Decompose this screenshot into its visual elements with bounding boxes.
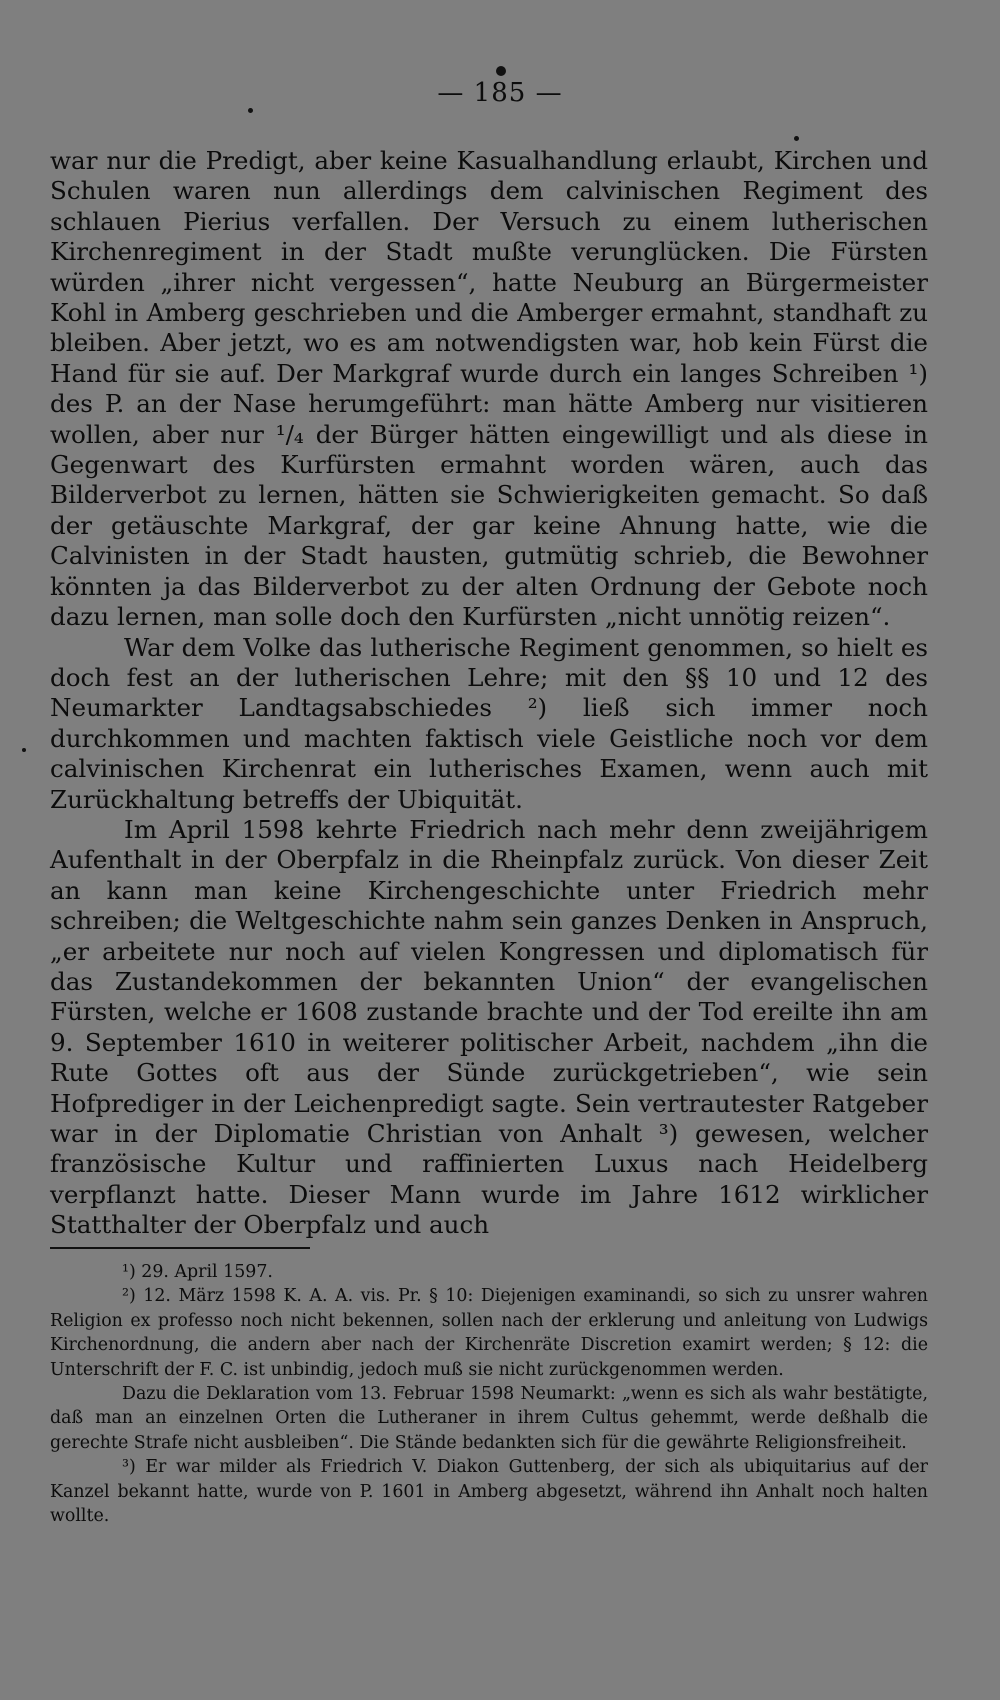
page-number: — 185 — — [437, 78, 563, 108]
footnote-continuation: Dazu die Deklaration vom 13. Februar 1598 Neumarkt: „wenn es sich als wahr bestätigte, daß man an einzelnen Orten die Lutheraner in ihrem Cultus gehemmt, werde deßhalb die gerechte Strafe nicht ausbleiben“. Die Stände bedankten sich für die gewährte Religionsfreiheit. — [50, 1384, 928, 1453]
ink-speck — [794, 136, 799, 141]
paragraph: Im April 1598 kehrte Friedrich nach mehr denn zweijährigem Aufenthalt in der Oberpfalz in die Rheinpfalz zurück. Von dieser Zeit an kann man keine Kirchengeschichte unter Friedrich mehr schreiben; die Weltgeschichte nahm sein ganzes Denken in Anspruch, „er arbeitete nur noch auf vielen Kongressen und diplomatisch für das Zustandekommen der bekannten Union“ der evangelischen Fürsten, welche er 1608 zustande brachte und der Tod ereilte ihn am 9. September 1610 in weiterer politischer Arbeit, nachdem „ihn die Rute Gottes oft aus der Sünde zurückgetrieben“, wie sein Hofprediger in der Leichenpredigt sagte. Sein vertrautester Ratgeber war in der Diplomatie Christian von Anhalt ³) gewesen, welcher französische Kultur und raffinierten Luxus nach Heidelberg verpflanzt hatte. Dieser Mann wurde im Jahre 1612 wirklicher Statthalter der Oberpfalz und auch — [50, 814, 928, 1240]
ink-speck — [496, 66, 506, 76]
paragraph: War dem Volke das lutherische Regiment genommen, so hielt es doch fest an der lutherischen Lehre; mit den §§ 10 und 12 des Neumarkter Landtagsabschiedes ²) ließ sich immer noch durchkommen und machten faktisch viele Geistliche noch vor dem calvinischen Kirchenrat ein lutherisches Examen, wenn auch mit Zurückhaltung betreffs der Ubiquität. — [50, 632, 928, 814]
ink-speck — [22, 748, 26, 752]
footnotes — [50, 1260, 928, 1528]
ink-speck — [248, 108, 253, 113]
paragraph: war nur die Predigt, aber keine Kasualhandlung erlaubt, Kirchen und Schulen waren nun allerdings dem calvinischen Regiment des schlauen Pierius verfallen. Der Versuch zu einem lutherischen Kirchenregiment in der Stadt mußte verunglücken. Die Fürsten würden „ihrer nicht vergessen“, hatte Neuburg an Bürgermeister Kohl in Amberg geschrieben und die Amberger ermahnt, standhaft zu bleiben. Aber jetzt, wo es am notwendigsten war, hob kein Fürst die Hand für sie auf. Der Markgraf wurde durch ein langes Schreiben ¹) des P. an der Nase herumgeführt: man hätte Amberg nur visitieren wollen, aber nur ¹/₄ der Bürger hätten eingewilligt und als diese in Gegenwart des Kurfürsten ermahnt worden wären, auch das Bilderverbot zu lernen, hätten sie Schwierigkeiten gemacht. So daß der getäuschte Markgraf, der gar keine Ahnung hatte, wie die Calvinisten in der Stadt hausten, gutmütig schrieb, die Bewohner könnten ja das Bilderverbot zu der alten Ordnung der Gebote noch dazu lernen, man solle doch den Kurfürsten „nicht unnötig reizen“. — [50, 146, 928, 632]
footnote: ³) Er war milder als Friedrich V. Diakon Guttenberg, der sich als ubiquitarius auf der Kanzel bekannt hatte, wurde von P. 1601 in Amberg abgesetzt, während ihn Anhalt noch halten wollte. — [50, 1457, 928, 1527]
body-text — [50, 146, 928, 1241]
footnote: ²) 12. März 1598 K. A. A. vis. Pr. § 10: Diejenigen examinandi, so sich zu unsrer wahren Religion ex professo noch nicht bekennen, sollen nach der erklerung und anleitung von Ludwigs Kirchenordnung, die andern aber nach der Kirchenräte Discretion examirt werden; § 12: die Unterschrift der F. C. ist unbindig, jedoch muß sie nicht zurückgenommen werden. — [50, 1286, 928, 1380]
footnote-separator — [50, 1247, 310, 1249]
footnote: ¹) 29. April 1597. — [122, 1262, 273, 1282]
